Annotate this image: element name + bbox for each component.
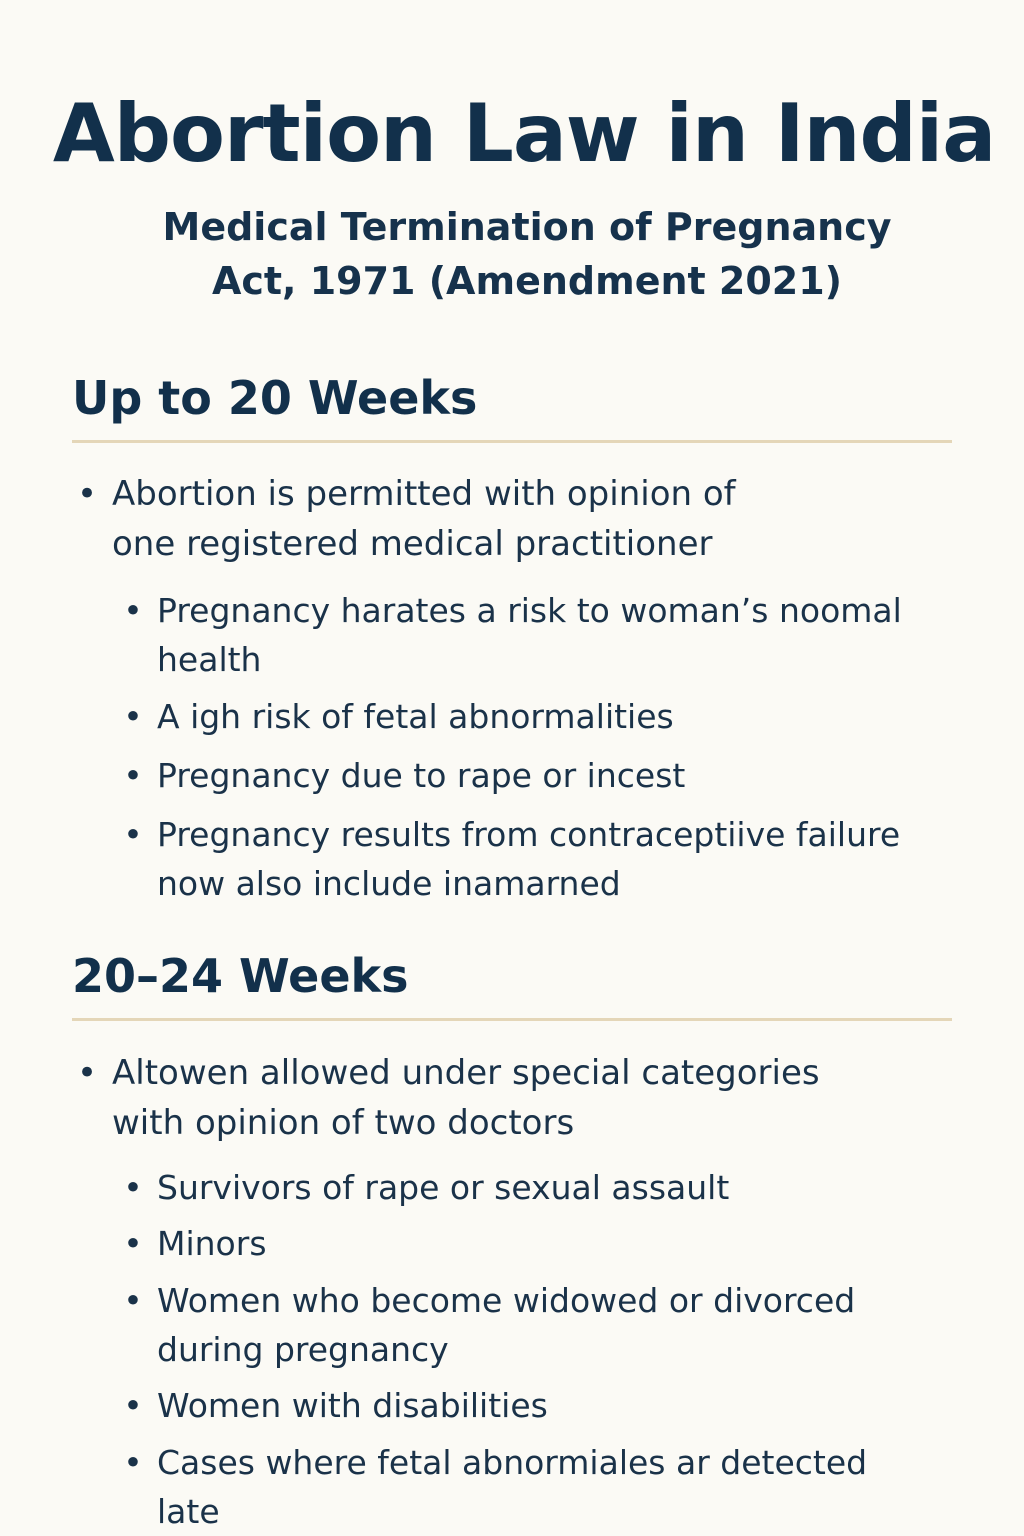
subtitle-line-2: Act, 1971 (Amendment 2021) (211, 259, 843, 303)
sub-bullet-text: Pregnancy results from contraceptiive failure now also include inamarned (157, 815, 901, 903)
sub-bullet-item (122, 586, 922, 684)
main-bullet-item (72, 469, 942, 569)
section-heading-20-24-weeks: 20–24 Weeks (72, 949, 409, 1003)
section-divider (72, 1018, 952, 1021)
bullet-marker: • (123, 1443, 143, 1482)
bullet-marker: • (123, 591, 143, 630)
bullet-text: Altowen allowed under special categories with opinion of two doctors (112, 1053, 820, 1143)
bullet-marker: • (76, 1053, 98, 1093)
sub-bullet-item (122, 692, 922, 741)
sub-bullet-item (122, 1163, 922, 1212)
sub-bullet-item (122, 1276, 922, 1374)
bullet-marker: • (123, 1168, 143, 1207)
bullet-text: Abortion is permitted with opinion of one registered medical practitioner (112, 474, 736, 564)
bullet-marker: • (123, 1224, 143, 1263)
sub-bullet-text: Pregnancy due to rape or incest (157, 756, 686, 795)
subtitle-line-1: Medical Termination of Pregnancy (162, 205, 892, 249)
section-divider (72, 440, 952, 443)
bullet-marker: • (123, 1281, 143, 1320)
sub-bullet-text: Women who become widowed or divorced during pregnancy (157, 1281, 856, 1369)
sub-bullet-item (122, 1219, 922, 1268)
page-title: Abortion Law in India (52, 87, 996, 180)
section-heading-up-to-20-weeks: Up to 20 Weeks (72, 371, 478, 425)
page-subtitle (0, 200, 1024, 308)
sub-bullet-text: Pregnancy harates a risk to woman’s noomal health (157, 591, 902, 679)
sub-bullet-item (122, 751, 922, 800)
sub-bullet-text: Survivors of rape or sexual assault (157, 1168, 730, 1207)
sub-bullet-text: Cases where fetal abnormiales ar detected late (157, 1443, 868, 1531)
sub-bullet-item (122, 1438, 922, 1536)
bullet-marker: • (123, 756, 143, 795)
bullet-marker: • (76, 474, 98, 514)
sub-bullet-item (122, 1381, 922, 1430)
bullet-marker: • (123, 1386, 143, 1425)
main-bullet-item (72, 1048, 942, 1148)
bullet-marker: • (123, 815, 143, 854)
sub-bullet-text: A igh risk of fetal abnormalities (157, 697, 674, 736)
sub-bullet-item (122, 810, 922, 908)
sub-bullet-text: Women with disabilities (157, 1386, 548, 1425)
bullet-marker: • (123, 697, 143, 736)
sub-bullet-text: Minors (157, 1224, 267, 1263)
